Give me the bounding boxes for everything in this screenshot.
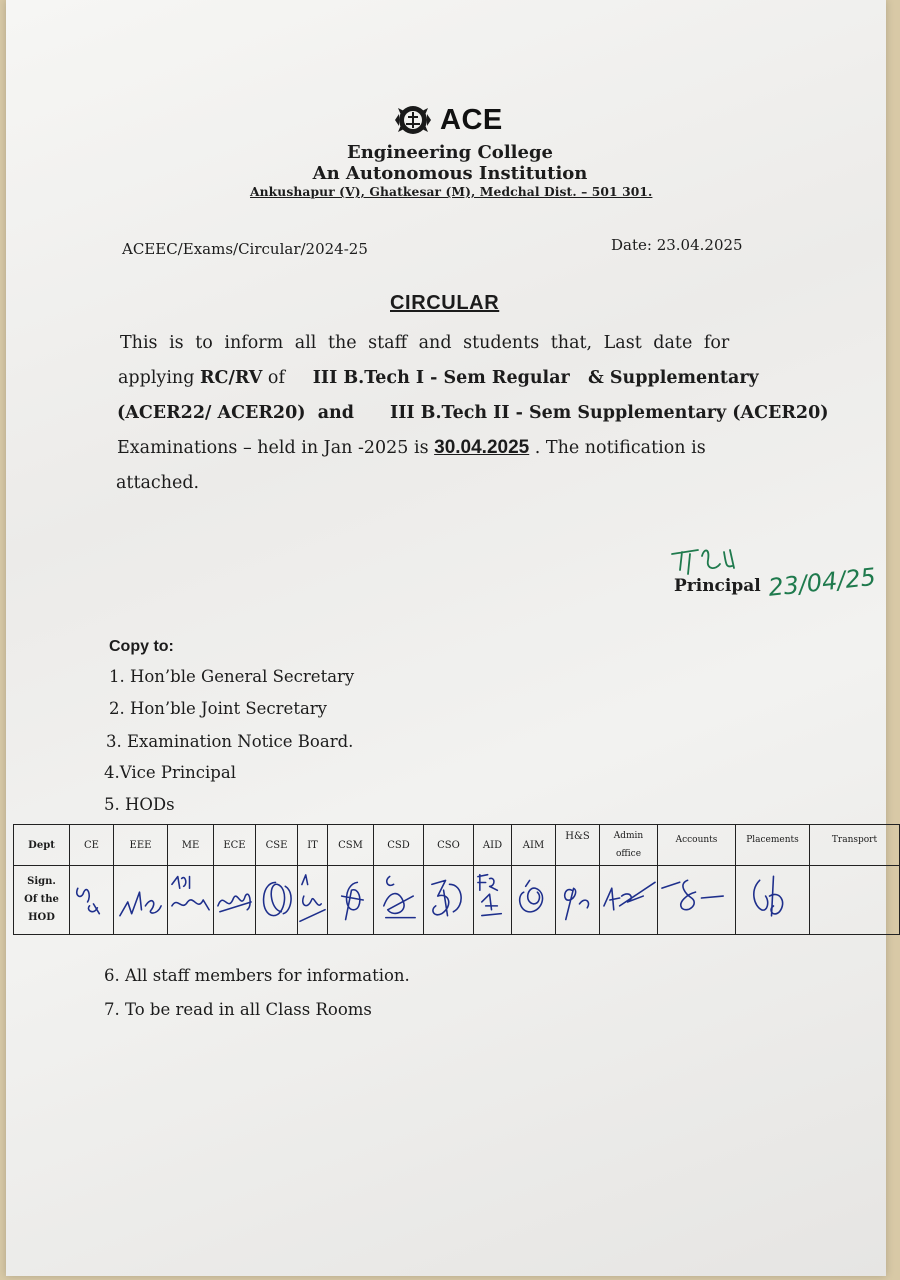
row-header-sign-line: HOD bbox=[28, 912, 55, 923]
dept-header: ECE bbox=[214, 825, 256, 866]
copy-item: 7. To be read in all Class Rooms bbox=[104, 1000, 372, 1019]
hod-signature-cell bbox=[736, 866, 810, 935]
copy-item: 1. Hon’ble General Secretary bbox=[109, 667, 355, 686]
table-header-row bbox=[14, 825, 900, 866]
handwritten-date-text: 23/04/25 bbox=[766, 562, 878, 602]
circular-reference: ACEEC/Exams/Circular/2024-25 bbox=[122, 240, 368, 258]
hod-signature-cell bbox=[474, 866, 512, 935]
body-line-5: attached. bbox=[116, 473, 200, 493]
hod-signature-cell bbox=[214, 866, 256, 935]
hod-signature-cell bbox=[374, 866, 424, 935]
dept-header: Transport bbox=[810, 825, 900, 866]
body-bold-text: (ACER22/ ACER20) and bbox=[117, 403, 355, 423]
hod-signature-cell bbox=[658, 866, 736, 935]
copy-to-heading: Copy to: bbox=[109, 638, 174, 655]
hod-signature-cell bbox=[424, 866, 474, 935]
dept-header: H&S bbox=[556, 825, 600, 866]
body-line-3 bbox=[117, 403, 829, 423]
hod-signature-table bbox=[13, 824, 900, 935]
dept-header: AID bbox=[474, 825, 512, 866]
principal-handwritten-date bbox=[766, 562, 878, 602]
hod-signature-cell bbox=[168, 866, 214, 935]
body-bold-text: III B.Tech I - Sem Regular & Supplementary bbox=[312, 368, 759, 388]
row-header-sign-line: Of the bbox=[24, 894, 59, 905]
last-date: 30.04.2025 bbox=[434, 437, 530, 458]
logo-text: ACE bbox=[440, 103, 503, 136]
hod-signature-cell bbox=[810, 866, 900, 935]
copy-item: 4.Vice Principal bbox=[104, 763, 236, 782]
dept-header: IT bbox=[298, 825, 328, 866]
college-emblem-icon bbox=[390, 100, 436, 140]
dept-header: ME bbox=[168, 825, 214, 866]
hod-signature-cell bbox=[70, 866, 114, 935]
college-address: Ankushapur (V), Ghatkesar (M), Medchal Dist. – 501 301. bbox=[250, 184, 653, 199]
hod-signature-cell bbox=[328, 866, 374, 935]
row-header-sign-line: Sign. bbox=[27, 876, 56, 887]
table-signature-row bbox=[14, 866, 900, 935]
dept-header: Placements bbox=[736, 825, 810, 866]
copy-item: 3. Examination Notice Board. bbox=[106, 732, 354, 751]
dept-header: Admin office bbox=[600, 825, 658, 866]
copy-item: 6. All staff members for information. bbox=[104, 966, 410, 985]
dept-header: CSM bbox=[328, 825, 374, 866]
hod-signature-cell bbox=[256, 866, 298, 935]
page-title: CIRCULAR bbox=[390, 292, 500, 314]
copy-item: 2. Hon’ble Joint Secretary bbox=[109, 699, 327, 718]
body-bold-text: III B.Tech II - Sem Supplementary (ACER20) bbox=[390, 403, 829, 423]
hod-signature-cell bbox=[114, 866, 168, 935]
principal-title: Principal bbox=[674, 576, 761, 596]
body-line-1: This is to inform all the staff and students that, Last date for bbox=[120, 333, 730, 353]
dept-header: CSE bbox=[256, 825, 298, 866]
dept-header: CE bbox=[70, 825, 114, 866]
dept-header: AIM bbox=[512, 825, 556, 866]
circular-date: Date: 23.04.2025 bbox=[611, 236, 743, 254]
body-text: . The notification is bbox=[529, 438, 706, 458]
dept-header: CSD bbox=[374, 825, 424, 866]
hod-signature-cell bbox=[556, 866, 600, 935]
hod-signature-cell bbox=[600, 866, 658, 935]
hod-signature-cell bbox=[298, 866, 328, 935]
dept-header: Accounts bbox=[658, 825, 736, 866]
dept-header: CSO bbox=[424, 825, 474, 866]
college-logo bbox=[390, 100, 503, 140]
body-text: Examinations – held in Jan -2025 is bbox=[117, 438, 435, 458]
dept-header: EEE bbox=[114, 825, 168, 866]
hod-signature-cell bbox=[512, 866, 556, 935]
body-text: of bbox=[262, 368, 313, 388]
row-header-sign bbox=[14, 866, 70, 935]
row-header-dept: Dept bbox=[14, 825, 70, 866]
institution-type: An Autonomous Institution bbox=[312, 163, 588, 184]
body-bold-text: RC/RV bbox=[199, 368, 263, 388]
copy-item: 5. HODs bbox=[104, 795, 175, 814]
college-name: Engineering College bbox=[347, 142, 553, 163]
body-text: applying bbox=[118, 368, 200, 388]
body-line-2 bbox=[118, 368, 759, 388]
body-line-4 bbox=[117, 437, 706, 459]
